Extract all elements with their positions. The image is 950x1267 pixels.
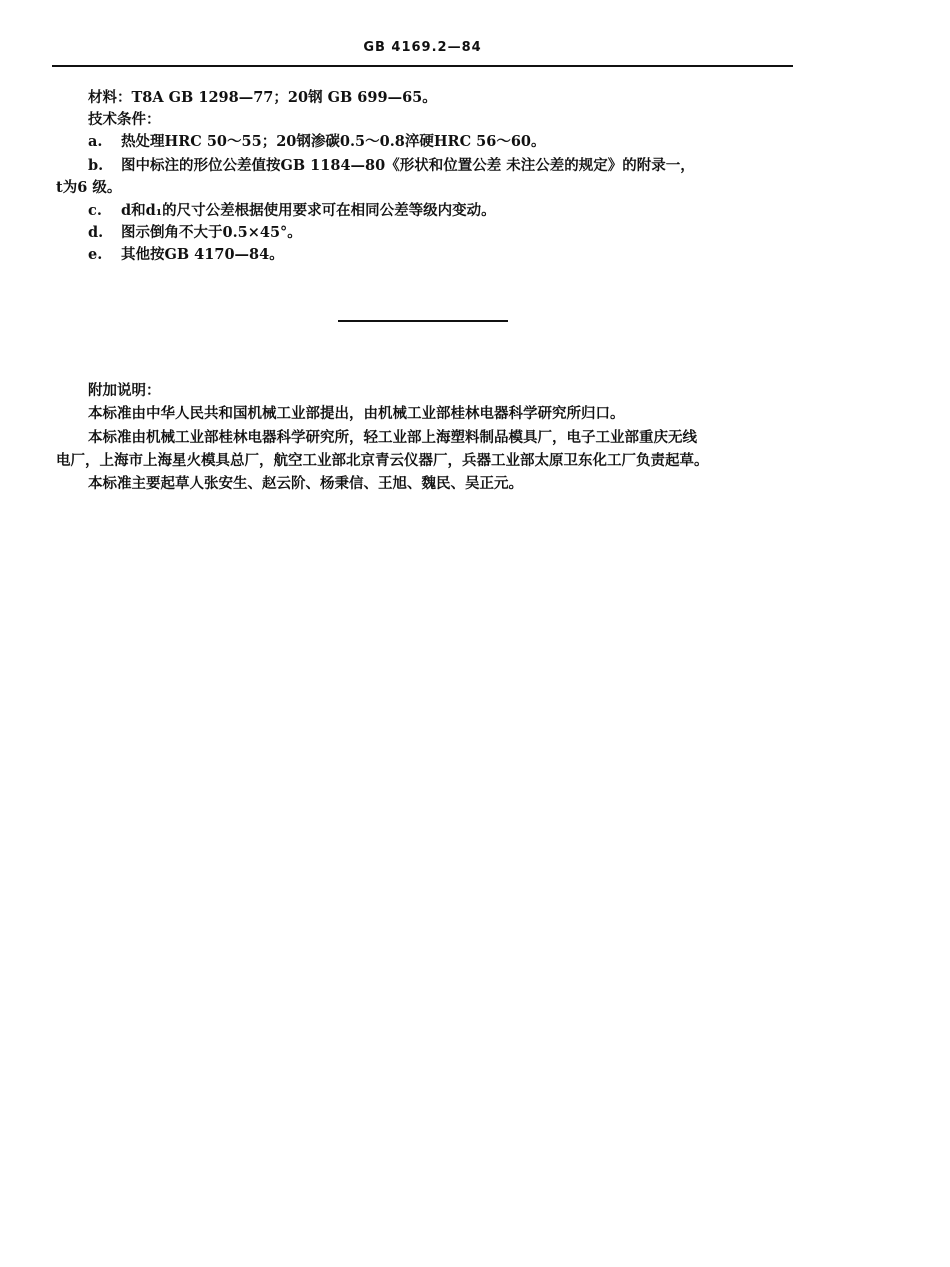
notes-paragraph-2-continued: 电厂，上海市上海星火模具总厂，航空工业部北京青云仪器厂，兵器工业部太原卫东化工厂负责起草。 <box>56 452 709 469</box>
tech-conditions-heading: 技术条件： <box>88 111 161 128</box>
condition-e-label: e. <box>88 246 103 263</box>
condition-e <box>88 245 284 265</box>
notes-paragraph-2: 本标准由机械工业部桂林电器科学研究所，轻工业部上海塑料制品模具厂，电子工业部重庆无线 <box>88 429 697 446</box>
condition-a-label: a. <box>88 133 103 150</box>
page-header-standard-number: GB 4169.2—84 <box>363 40 482 55</box>
condition-c-text: d和d₁的尺寸公差根据使用要求可在相同公差等级内变动。 <box>121 202 496 219</box>
notes-heading: 附加说明： <box>88 382 161 399</box>
condition-a-text: 热处理HRC 50～55；20钢渗碳0.5～0.8淬硬HRC 56～60。 <box>121 133 546 150</box>
condition-a <box>88 132 546 152</box>
condition-e-text: 其他按GB 4170—84。 <box>121 246 284 263</box>
notes-paragraph-3: 本标准主要起草人张安生、赵云阶、杨秉信、王旭、魏民、吴正元。 <box>88 475 523 492</box>
condition-d-text: 图示倒角不大于0.5×45°。 <box>121 224 302 241</box>
header-rule <box>52 65 793 67</box>
condition-c <box>88 201 496 221</box>
section-divider <box>338 320 508 322</box>
condition-d-label: d. <box>88 224 104 241</box>
notes-paragraph-1: 本标准由中华人民共和国机械工业部提出，由机械工业部桂林电器科学研究所归口。 <box>88 405 625 422</box>
materials-line: 材料：T8A GB 1298—77；20钢 GB 699—65。 <box>88 89 437 106</box>
condition-b <box>88 156 695 176</box>
condition-c-label: c. <box>88 202 102 219</box>
condition-b-text: 图中标注的形位公差值按GB 1184—80《形状和位置公差 未注公差的规定》的附录一， <box>121 157 695 174</box>
condition-b-label: b. <box>88 157 104 174</box>
condition-d <box>88 223 302 243</box>
condition-b-continued: t为6 级。 <box>56 179 122 196</box>
